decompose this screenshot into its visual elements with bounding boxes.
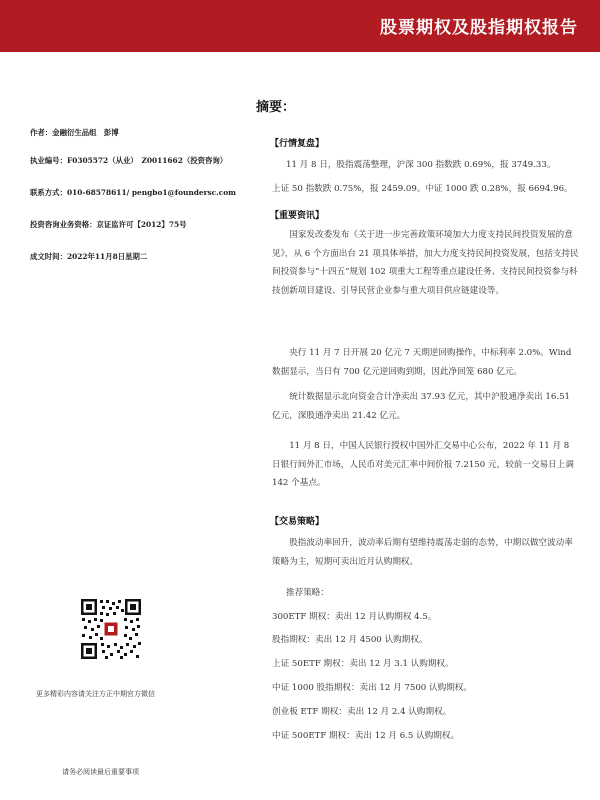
strategy-item: 300ETF 期权：卖出 12 月认购期权 4.5。	[272, 612, 437, 622]
report-header-banner	[0, 0, 600, 52]
strategy-item: 股指期权：卖出 12 月 4500 认购期权。	[272, 635, 428, 645]
recommend-label: 推荐策略：	[286, 588, 329, 598]
license-number: 执业编号：F0305572（从业） Z0011662（投资咨询）	[30, 156, 228, 165]
report-title: 股票期权及股指期权报告	[380, 18, 578, 38]
market-review-line-2: 上证 50 指数跌 0.75%，报 2459.09。中证 1000 跌 0.28%，报 6694.96。	[272, 184, 573, 194]
strategy-item: 上证 50ETF 期权：卖出 12 月 3.1 认购期权。	[272, 659, 454, 669]
news-paragraph-4: 11 月 8 日，中国人民银行授权中国外汇交易中心公布，2022 年 11 月 8 日银行间外汇市场，人民币对美元汇率中间价报 7.2150 元，较前一交易日上调 142 个基点。	[272, 441, 574, 488]
qr-caption: 更多精彩内容请关注方正中期官方微信	[36, 690, 155, 698]
disclaimer-note: 请务必阅读最后重要事项	[62, 768, 139, 776]
news-heading: 【重要资讯】	[270, 211, 325, 221]
qr-code-icon	[80, 598, 142, 660]
contact-info: 联系方式：010-68578611/ pengbo1@foundersc.com	[30, 188, 237, 197]
report-date: 成文时间：2022年11月8日星期二	[30, 252, 148, 261]
news-paragraph-3: 统计数据显示北向资金合计净卖出 37.93 亿元，其中沪股通净卖出 16.51 亿元，深股通净卖出 21.42 亿元。	[272, 392, 571, 421]
market-review-heading: 【行情复盘】	[270, 139, 325, 149]
news-paragraph-2: 央行 11 月 7 日开展 20 亿元 7 天期逆回购操作，中标利率 2.0%。Wind 数据显示，当日有 700 亿元逆回购到期，因此净回笼 680 亿元。	[272, 348, 572, 377]
qualification-line: 投资咨询业务资格：京证监许可【2012】75号	[30, 220, 187, 229]
market-review-line-1: 11 月 8 日，股指震荡整理，沪深 300 指数跌 0.69%，报 3749.33。	[286, 160, 556, 170]
strategy-item: 中证 500ETF 期权：卖出 12 月 6.5 认购期权。	[272, 731, 460, 741]
author-line: 作者：金融衍生品组 彭博	[30, 128, 119, 137]
abstract-title: 摘要：	[256, 100, 296, 115]
strategy-heading: 【交易策略】	[270, 517, 325, 527]
strategy-item: 中证 1000 股指期权：卖出 12 月 7500 认购期权。	[272, 683, 472, 693]
strategy-intro: 股指波动率回升，波动率后期有望维持震荡走弱的态势，中期以做空波动率策略为主，短期可卖出近月认购期权。	[272, 538, 573, 567]
strategy-item: 创业板 ETF 期权：卖出 12 月 2.4 认购期权。	[272, 707, 452, 717]
news-paragraph-1: 国家发改委发布《关于进一步完善政策环境加大力度支持民间投资发展的意见》，从 6 个方面出台 21 项具体举措，加大力度支持民间投资发展，包括支持民间投资参与“十四五”规划 102 项重大工程等重点建设任务、支持民间投资参与科技创新项目建设、引导民营企业参与重大项目供应链建设等。	[272, 230, 579, 296]
